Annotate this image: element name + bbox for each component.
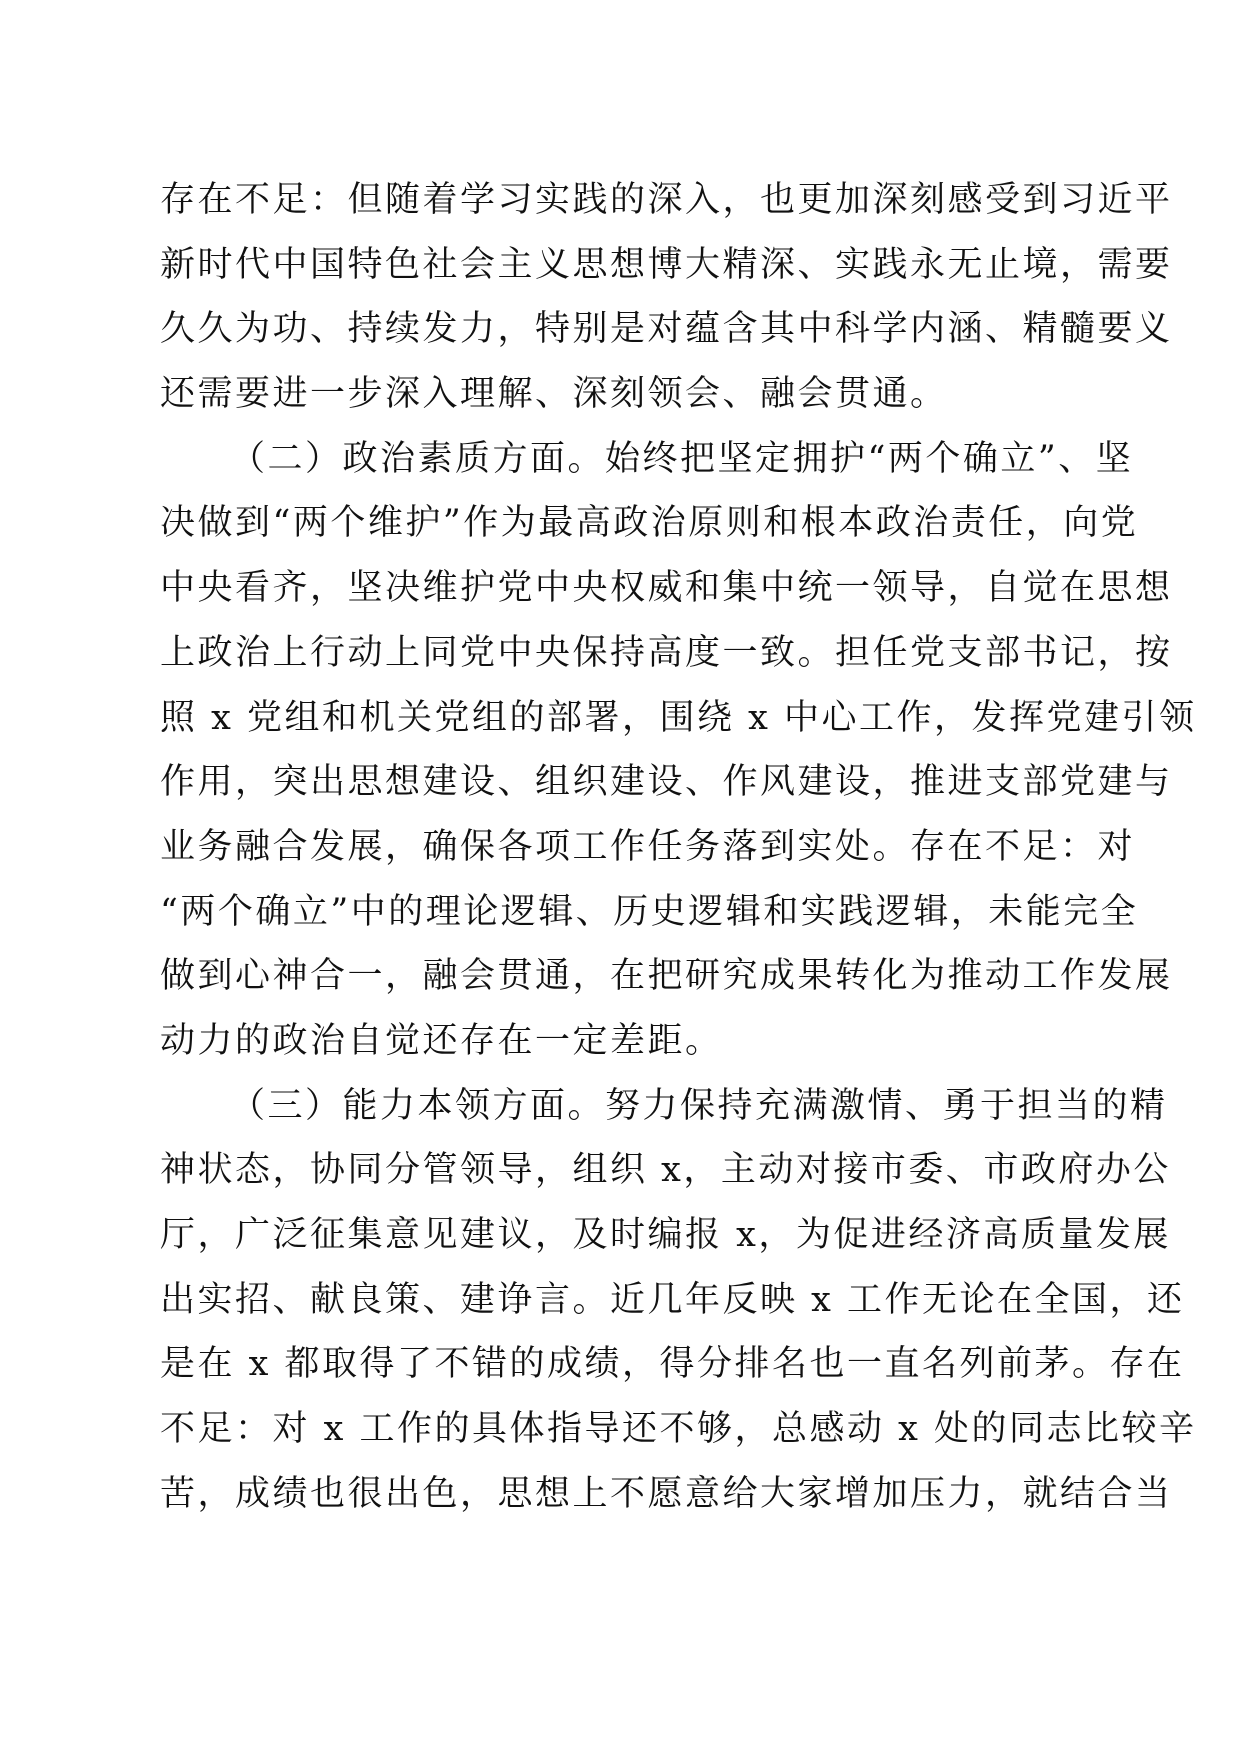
text-line: 出实招、献良策、建诤言。近几年反映 x 工作无论在全国，还 xyxy=(160,1279,1185,1320)
text-line: 上政治上行动上同党中央保持高度一致。担任党支部书记，按 xyxy=(160,632,1173,673)
text-line: 动力的政治自觉还存在一定差距。 xyxy=(160,1020,723,1061)
text-line: 还需要进一步深入理解、深刻领会、融会贯通。 xyxy=(160,374,948,415)
text-line: 业务融合发展，确保各项工作任务落到实处。存在不足：对 xyxy=(160,826,1136,867)
text-line: 神状态，协同分管领导，组织 x，主动对接市委、市政府办公 xyxy=(160,1150,1171,1191)
text-line: 厅，广泛征集意见建议，及时编报 x，为促进经济高质量发展 xyxy=(160,1215,1171,1255)
text-line: 作用，突出思想建设、组织建设、作风建设，推进支部党建与 xyxy=(160,762,1173,803)
text-line: 存在不足：但随着学习实践的深入，也更加深刻感受到习近平 xyxy=(160,180,1173,220)
text-line: （二）政治素质方面。始终把坚定拥护“两个确立”、坚 xyxy=(230,438,1134,479)
text-line: 中央看齐，坚决维护党中央权威和集中统一领导，自觉在思想 xyxy=(160,568,1173,609)
text-line: 新时代中国特色社会主义思想博大精深、实践永无止境，需要 xyxy=(160,244,1173,285)
text-line: 做到心神合一，融会贯通，在把研究成果转化为推动工作发展 xyxy=(160,956,1173,997)
document-body xyxy=(160,168,1197,1526)
text-line: 不足：对 x 工作的具体指导还不够，总感动 x 处的同志比较辛 xyxy=(160,1409,1197,1450)
text-line: “两个确立”中的理论逻辑、历史逻辑和实践逻辑，未能完全 xyxy=(160,891,1139,932)
text-line: 是在 x 都取得了不错的成绩，得分排名也一直名列前茅。存在 xyxy=(160,1344,1185,1385)
text-line: 照 x 党组和机关党组的部署，围绕 x 中心工作，发挥党建引领 xyxy=(160,697,1197,738)
text-line: 苦，成绩也很出色，思想上不愿意给大家增加压力，就结合当 xyxy=(160,1473,1173,1514)
text-line: （三）能力本领方面。努力保持充满激情、勇于担当的精 xyxy=(230,1085,1168,1126)
text-line: 决做到“两个维护”作为最高政治原则和根本政治责任，向党 xyxy=(160,503,1139,544)
text-line: 久久为功、持续发力，特别是对蕴含其中科学内涵、精髓要义 xyxy=(160,309,1173,350)
